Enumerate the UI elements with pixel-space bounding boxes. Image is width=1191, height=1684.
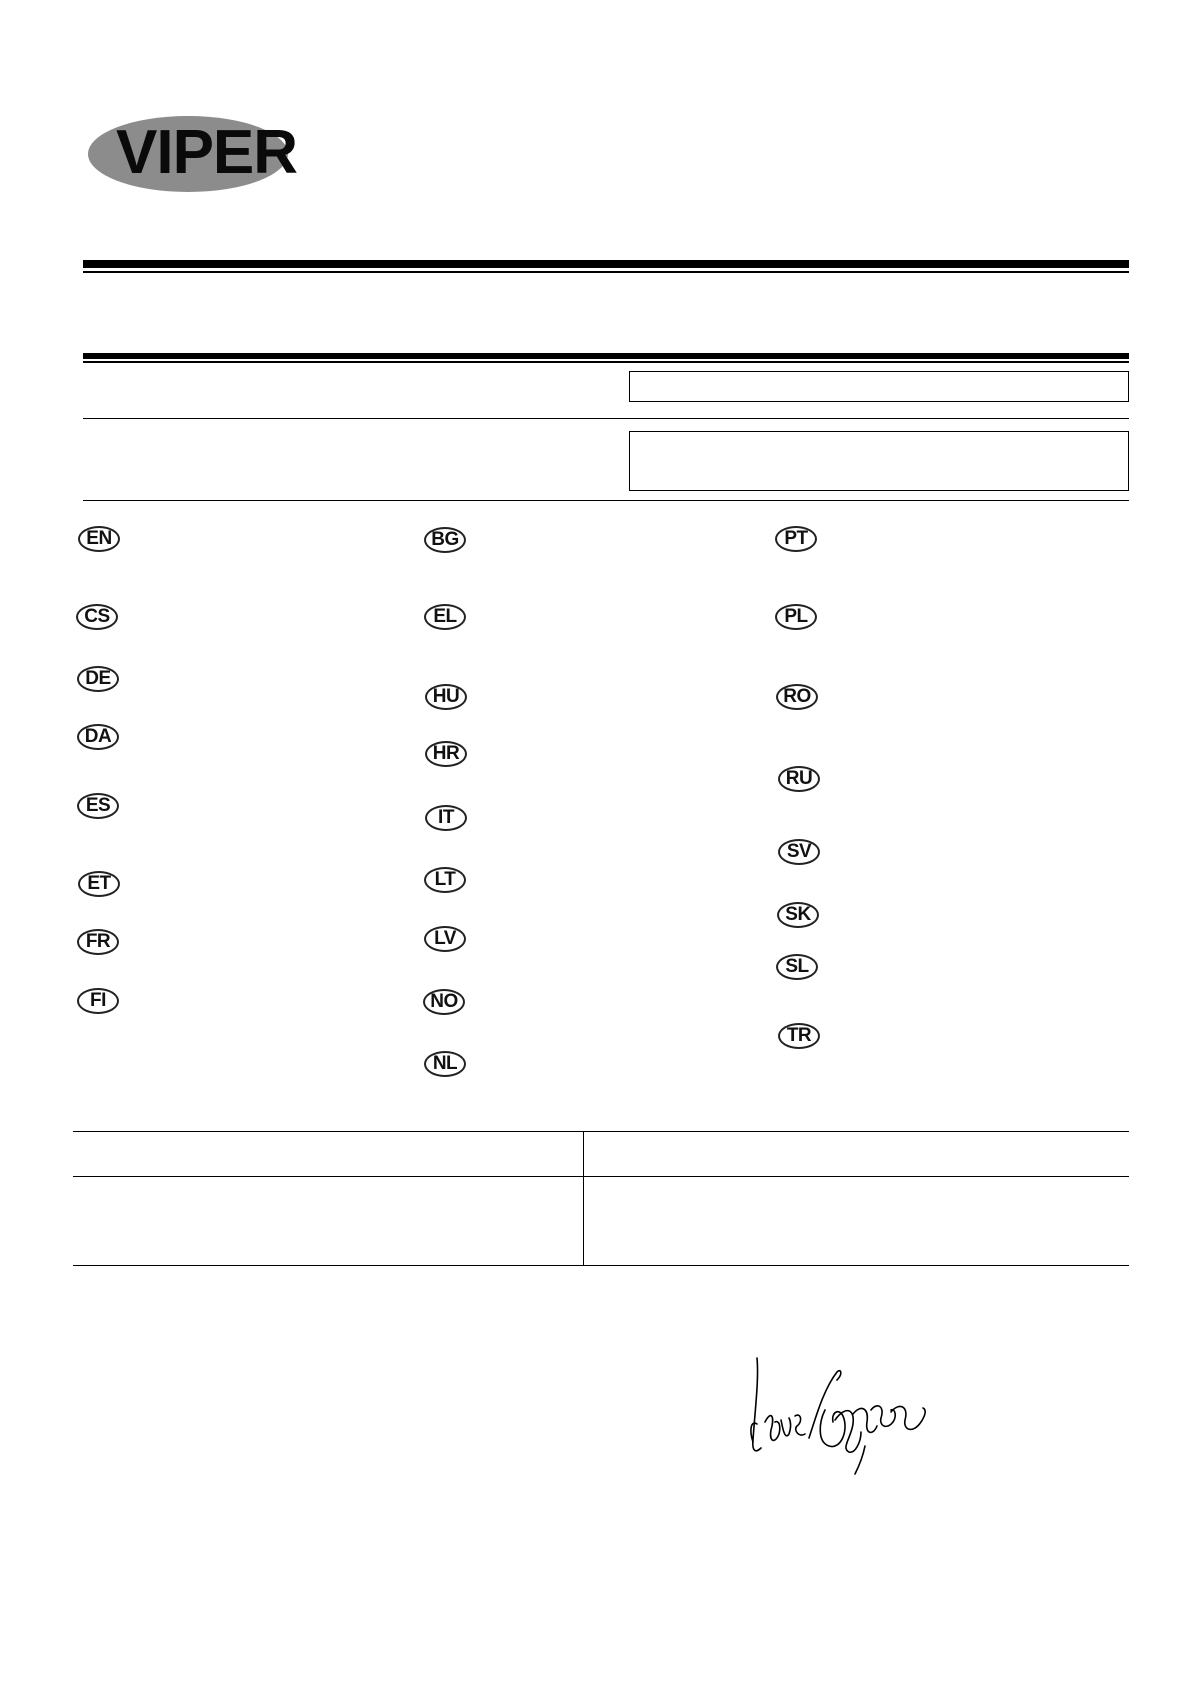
lang-badge-nl: NL [424,1051,466,1077]
logo-text: VIPER [116,118,298,187]
lang-badge-sk: SK [777,902,819,928]
field-separator [83,418,1129,419]
lang-badge-da: DA [77,724,119,750]
lang-badge-sv: SV [778,839,820,865]
lang-badge-de: DE [77,666,119,692]
lang-badge-ro: RO [776,684,818,710]
lang-badge-lt: LT [424,867,466,893]
field-box-1 [629,371,1129,402]
lang-badge-en: EN [78,526,120,552]
field-box-2 [629,431,1129,491]
table-vertical-divider [583,1131,584,1266]
lang-badge-fr: FR [77,929,119,955]
lang-badge-bg: BG [424,527,466,553]
lang-badge-tr: TR [778,1023,820,1049]
section-rule-thick [83,353,1129,359]
lang-badge-et: ET [78,871,120,897]
lang-badge-sl: SL [776,954,818,980]
lang-badge-fi: FI [77,988,119,1014]
signature-icon [745,1350,940,1480]
section-rule-thin [83,361,1129,363]
header-rule-thin [83,271,1129,273]
table-top-border [73,1131,1129,1132]
lang-badge-es: ES [77,793,119,819]
table-middle-border [73,1176,1129,1177]
lang-badge-hu: HU [425,684,467,710]
lang-badge-pl: PL [775,604,817,630]
lang-badge-no: NO [423,989,465,1015]
languages-separator [83,500,1129,501]
lang-badge-lv: LV [424,926,466,952]
lang-badge-ru: RU [778,766,820,792]
table-bottom-border [73,1265,1129,1266]
header-rule-thick [83,260,1129,268]
viper-logo [88,114,333,194]
lang-badge-el: EL [424,604,466,630]
lang-badge-it: IT [425,805,467,831]
lang-badge-hr: HR [425,741,467,767]
lang-badge-cs: CS [76,604,118,630]
lang-badge-pt: PT [775,526,817,552]
